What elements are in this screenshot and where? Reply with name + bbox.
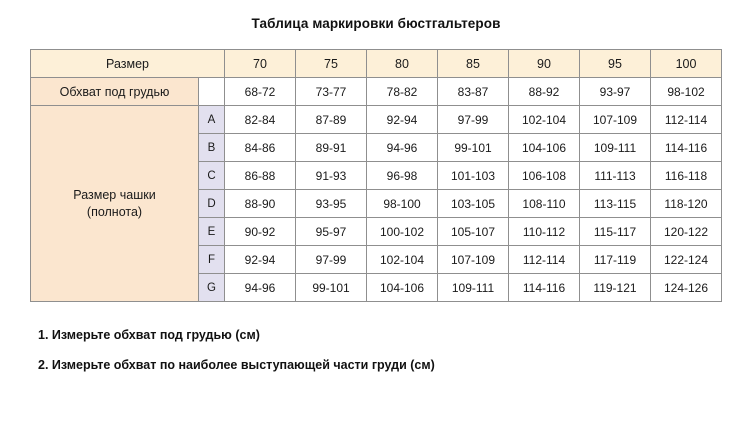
underbust-value-70: 68-72	[225, 78, 296, 106]
cup-e-value-75: 95-97	[296, 218, 367, 246]
cup-d-value-90: 108-110	[509, 190, 580, 218]
cup-f-value-100: 122-124	[651, 246, 722, 274]
cup-section-label-line2: (полнота)	[86, 204, 143, 219]
underbust-value-85: 83-87	[438, 78, 509, 106]
cup-d-value-75: 93-95	[296, 190, 367, 218]
cup-letter-c: C	[199, 162, 225, 190]
instructions-list	[38, 328, 752, 372]
cup-letter-d: D	[199, 190, 225, 218]
header-size-75: 75	[296, 50, 367, 78]
cup-e-value-80: 100-102	[367, 218, 438, 246]
cup-a-value-90: 102-104	[509, 106, 580, 134]
cup-a-value-75: 87-89	[296, 106, 367, 134]
cup-g-value-100: 124-126	[651, 274, 722, 302]
table-row-underbust	[31, 78, 722, 106]
cup-g-value-95: 119-121	[580, 274, 651, 302]
cup-d-value-70: 88-90	[225, 190, 296, 218]
header-size-70: 70	[225, 50, 296, 78]
cup-e-value-70: 90-92	[225, 218, 296, 246]
underbust-value-80: 78-82	[367, 78, 438, 106]
cup-b-value-95: 109-111	[580, 134, 651, 162]
underbust-value-90: 88-92	[509, 78, 580, 106]
cup-section-label-line1: Размер чашки	[73, 187, 156, 202]
header-size-100: 100	[651, 50, 722, 78]
cup-e-value-100: 120-122	[651, 218, 722, 246]
header-size-80: 80	[367, 50, 438, 78]
cup-d-value-100: 118-120	[651, 190, 722, 218]
cup-letter-e: E	[199, 218, 225, 246]
table-header-row	[31, 50, 722, 78]
cup-g-value-90: 114-116	[509, 274, 580, 302]
cup-a-value-80: 92-94	[367, 106, 438, 134]
cup-c-value-70: 86-88	[225, 162, 296, 190]
cup-f-value-80: 102-104	[367, 246, 438, 274]
cup-letter-f: F	[199, 246, 225, 274]
cup-a-value-70: 82-84	[225, 106, 296, 134]
cup-g-value-75: 99-101	[296, 274, 367, 302]
underbust-cup-spacer	[199, 78, 225, 106]
cup-letter-a: A	[199, 106, 225, 134]
cup-f-value-90: 112-114	[509, 246, 580, 274]
underbust-value-95: 93-97	[580, 78, 651, 106]
cup-g-value-80: 104-106	[367, 274, 438, 302]
cup-b-value-75: 89-91	[296, 134, 367, 162]
cup-b-value-100: 114-116	[651, 134, 722, 162]
size-table-container	[30, 49, 722, 302]
cup-c-value-75: 91-93	[296, 162, 367, 190]
cup-a-value-100: 112-114	[651, 106, 722, 134]
cup-c-value-90: 106-108	[509, 162, 580, 190]
cup-c-value-95: 111-113	[580, 162, 651, 190]
cup-f-value-85: 107-109	[438, 246, 509, 274]
header-size-85: 85	[438, 50, 509, 78]
underbust-label: Обхват под грудью	[31, 78, 199, 106]
header-size-95: 95	[580, 50, 651, 78]
cup-letter-g: G	[199, 274, 225, 302]
cup-f-value-95: 117-119	[580, 246, 651, 274]
cup-e-value-90: 110-112	[509, 218, 580, 246]
cup-b-value-70: 84-86	[225, 134, 296, 162]
cup-b-value-80: 94-96	[367, 134, 438, 162]
bra-size-table	[30, 49, 722, 302]
cup-c-value-80: 96-98	[367, 162, 438, 190]
instruction-step-1: 1. Измерьте обхват под грудью (см)	[38, 328, 260, 342]
header-size-90: 90	[509, 50, 580, 78]
cup-f-value-70: 92-94	[225, 246, 296, 274]
cup-g-value-70: 94-96	[225, 274, 296, 302]
instruction-step-2: 2. Измерьте обхват по наиболее выступающей части груди (см)	[38, 358, 435, 372]
cup-c-value-85: 101-103	[438, 162, 509, 190]
underbust-value-75: 73-77	[296, 78, 367, 106]
cup-b-value-90: 104-106	[509, 134, 580, 162]
underbust-value-100: 98-102	[651, 78, 722, 106]
cup-d-value-80: 98-100	[367, 190, 438, 218]
cup-letter-b: B	[199, 134, 225, 162]
cup-section-label	[31, 106, 199, 302]
cup-d-value-95: 113-115	[580, 190, 651, 218]
cup-g-value-85: 109-111	[438, 274, 509, 302]
cup-f-value-75: 97-99	[296, 246, 367, 274]
cup-e-value-85: 105-107	[438, 218, 509, 246]
cup-e-value-95: 115-117	[580, 218, 651, 246]
cup-d-value-85: 103-105	[438, 190, 509, 218]
page-title: Таблица маркировки бюстгальтеров	[251, 16, 501, 31]
header-size-label: Размер	[31, 50, 225, 78]
cup-a-value-95: 107-109	[580, 106, 651, 134]
cup-a-value-85: 97-99	[438, 106, 509, 134]
cup-b-value-85: 99-101	[438, 134, 509, 162]
table-row-cup-a	[31, 106, 722, 134]
cup-c-value-100: 116-118	[651, 162, 722, 190]
